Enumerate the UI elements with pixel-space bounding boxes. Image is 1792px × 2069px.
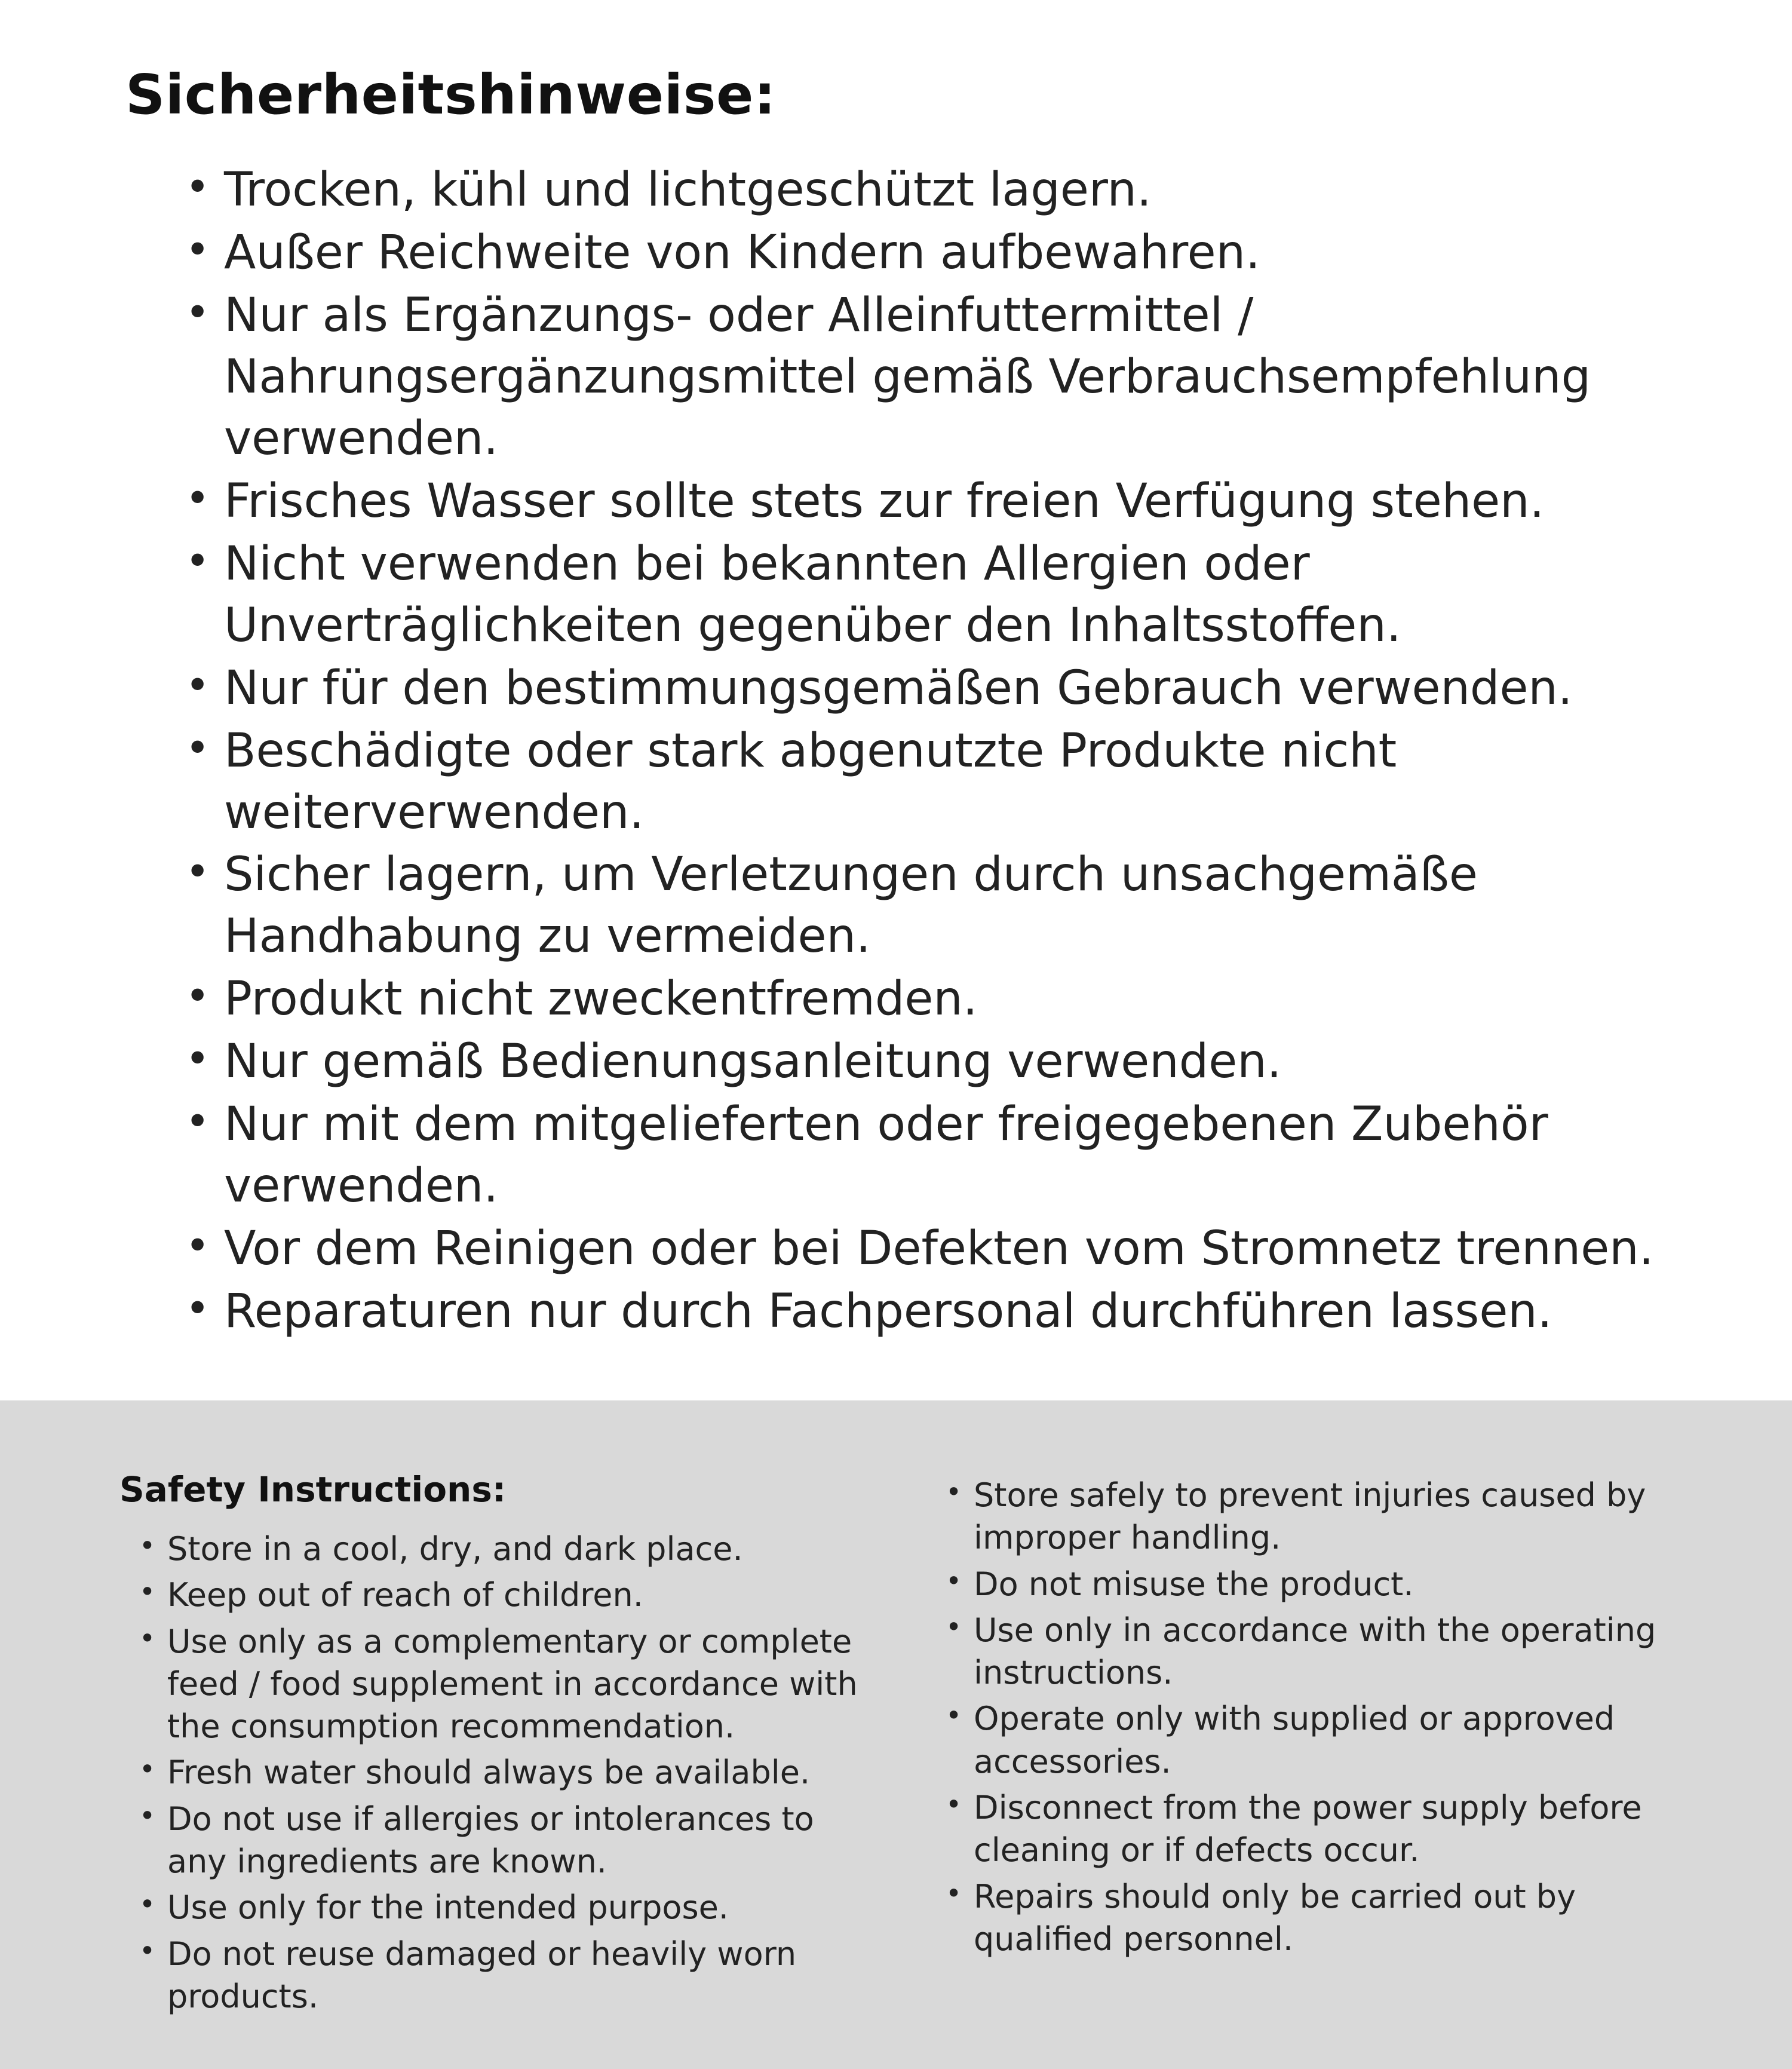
list-item: • Reparaturen nur durch Fachpersonal durchführen lassen. bbox=[161, 1281, 1702, 1342]
list-item: • Keep out of reach of children. bbox=[134, 1574, 869, 1616]
list-item: • Frisches Wasser sollte stets zur freien Verfügung stehen. bbox=[161, 471, 1702, 532]
list-item: • Operate only with supplied or approved accessories. bbox=[941, 1697, 1690, 1783]
english-left-column bbox=[119, 1469, 869, 2021]
list-item: • Use only in accordance with the operating instructions. bbox=[941, 1609, 1690, 1694]
english-title: Safety Instructions: bbox=[119, 1469, 507, 1510]
list-item: • Store safely to prevent injuries caused by improper handling. bbox=[941, 1474, 1690, 1559]
list-item: • Vor dem Reinigen oder bei Defekten vom Stromnetz trennen. bbox=[161, 1218, 1702, 1280]
list-item: • Fresh water should always be available. bbox=[134, 1751, 869, 1794]
list-item: • Store in a cool, dry, and dark place. bbox=[134, 1528, 869, 1570]
list-item: • Nicht verwenden bei bekannten Allergien oder Unverträglichkeiten gegenüber den Inhaltsstoffen. bbox=[161, 534, 1702, 657]
english-section bbox=[0, 1400, 1792, 2069]
list-item: • Nur mit dem mitgelieferten oder freigegebenen Zubehör verwenden. bbox=[161, 1094, 1702, 1217]
list-item: • Nur als Ergänzungs- oder Alleinfuttermittel / Nahrungsergänzungsmittel gemäß Verbrauchsempfehlung verwenden. bbox=[161, 285, 1702, 470]
list-item: • Do not reuse damaged or heavily worn products. bbox=[134, 1933, 869, 2018]
english-columns bbox=[119, 1469, 1690, 2021]
list-item: • Use only for the intended purpose. bbox=[134, 1886, 869, 1929]
list-item: • Nur für den bestimmungsgemäßen Gebrauch verwenden. bbox=[161, 658, 1702, 719]
list-item: • Do not misuse the product. bbox=[941, 1563, 1690, 1605]
list-item: • Nur gemäß Bedienungsanleitung verwenden. bbox=[161, 1031, 1702, 1093]
german-instruction-list bbox=[161, 160, 1702, 1342]
list-item: • Außer Reichweite von Kindern aufbewahren. bbox=[161, 222, 1702, 284]
list-item: • Beschädigte oder stark abgenutzte Produkte nicht weiterverwenden. bbox=[161, 721, 1702, 844]
list-item: • Sicher lagern, um Verletzungen durch unsachgemäße Handhabung zu vermeiden. bbox=[161, 844, 1702, 967]
list-item: • Repairs should only be carried out by qualified personnel. bbox=[941, 1875, 1690, 1961]
german-title: Sicherheitshinweise: bbox=[125, 63, 777, 127]
list-item: • Produkt nicht zweckentfremden. bbox=[161, 968, 1702, 1030]
list-item: • Disconnect from the power supply before cleaning or if defects occur. bbox=[941, 1786, 1690, 1872]
english-instruction-list-right bbox=[941, 1474, 1690, 1960]
english-right-column bbox=[941, 1469, 1690, 2021]
list-item: • Trocken, kühl und lichtgeschützt lagern. bbox=[161, 160, 1702, 221]
list-item: • Use only as a complementary or complete feed / food supplement in accordance with the consumption recommendation. bbox=[134, 1620, 869, 1748]
english-instruction-list-left bbox=[134, 1528, 869, 2018]
list-item: • Do not use if allergies or intolerances to any ingredients are known. bbox=[134, 1798, 869, 1883]
